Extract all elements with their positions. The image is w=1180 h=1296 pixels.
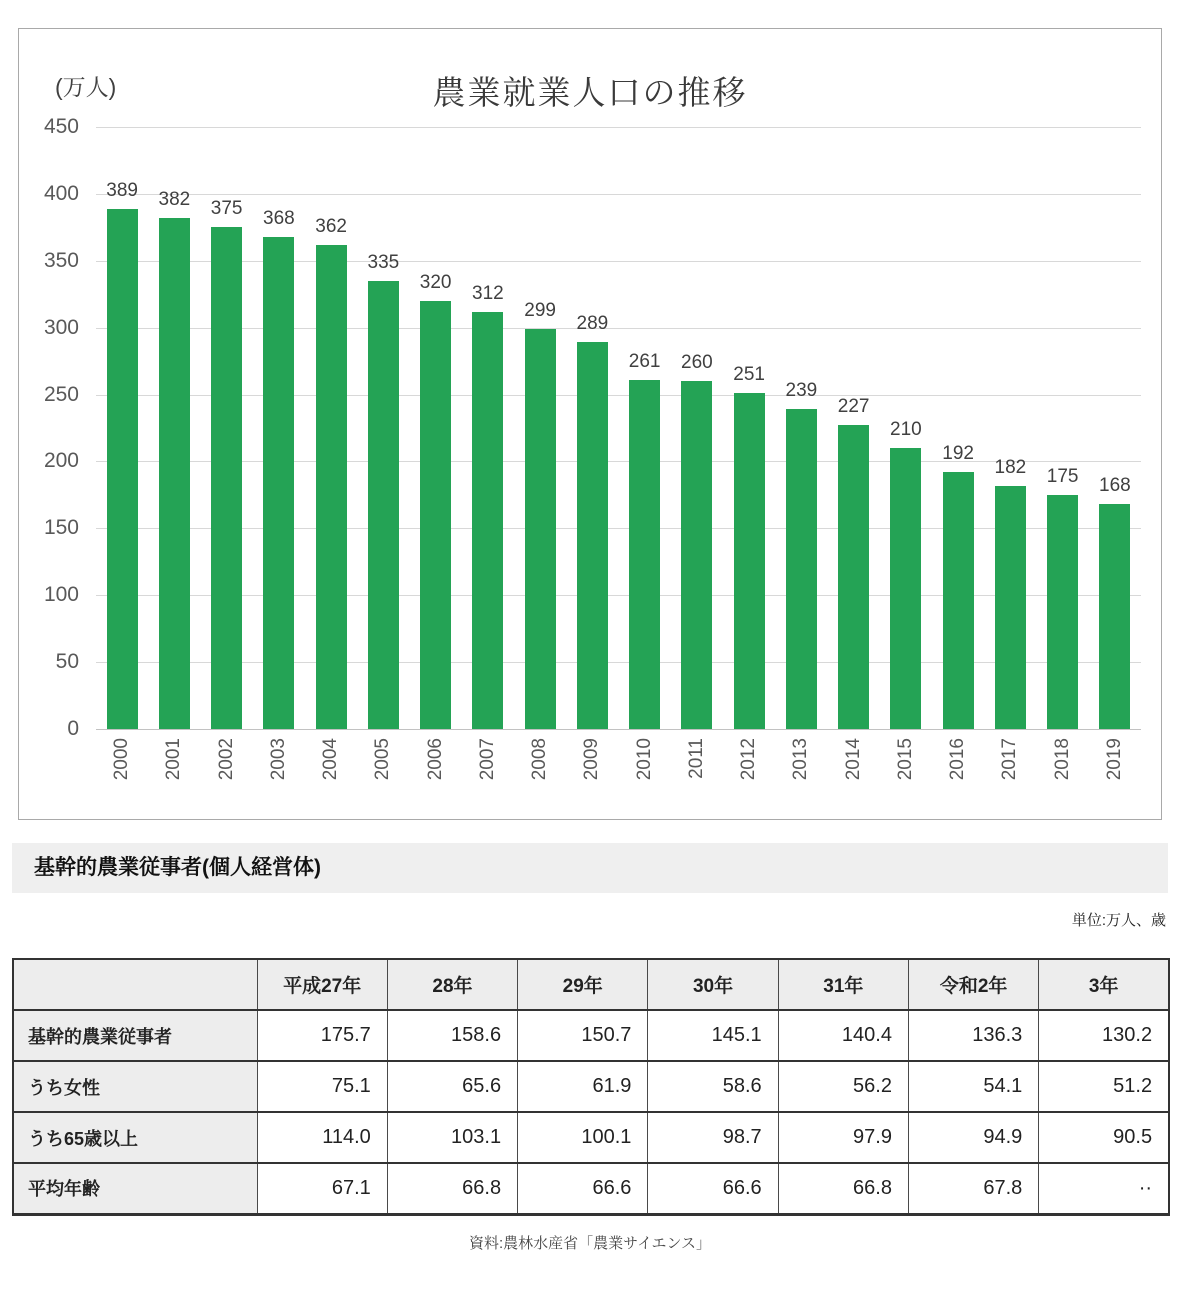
bar: [577, 342, 608, 729]
table-cell-value: 66.6: [648, 1163, 778, 1214]
table-header-row: [13, 959, 1169, 1010]
y-axis-tick-label: 450: [43, 115, 79, 138]
y-axis-tick-label: 150: [43, 516, 79, 540]
y-axis-tick-label: 350: [43, 248, 79, 272]
bar-value-label: 299: [524, 300, 556, 321]
bar-value-label: 175: [1046, 465, 1079, 487]
bar: [211, 227, 242, 729]
table-unit-note: 単位:万人、歳: [1071, 912, 1166, 929]
table-cell-value: 98.7: [648, 1112, 778, 1163]
chart-title: 農業就業人口の推移: [432, 74, 748, 111]
bar: [159, 218, 190, 729]
x-axis-tick-label: 2011: [685, 738, 707, 779]
table-corner-cell: [13, 959, 257, 1010]
x-axis-tick-label: 2009: [581, 738, 603, 781]
x-axis-tick-label: 2002: [215, 738, 237, 781]
x-axis-tick-label: 2007: [476, 738, 498, 781]
table-row: [13, 1163, 1169, 1214]
x-axis-tick-label: 2014: [842, 738, 864, 781]
table-row-label: 平均年齢: [13, 1163, 257, 1214]
bar-value-label: 260: [681, 352, 713, 374]
y-axis-tick-label: 50: [55, 650, 79, 674]
table-row: [13, 1112, 1169, 1163]
table-column-header: 29年: [518, 959, 648, 1010]
table-cell-value: 100.1: [518, 1112, 648, 1163]
bar-value-label: 210: [890, 419, 922, 441]
x-axis-tick-label: 2015: [894, 738, 916, 781]
table-cell-value: 145.1: [648, 1010, 778, 1061]
table-cell-value: 58.6: [648, 1061, 778, 1112]
table-cell-value: 150.7: [518, 1010, 648, 1061]
bar: [838, 425, 869, 729]
bar: [107, 209, 138, 729]
y-axis-tick-label: 200: [43, 449, 79, 473]
x-axis-tick-label: 2003: [267, 738, 289, 781]
bar-value-label: 227: [837, 396, 870, 418]
bar: [472, 312, 503, 729]
gridline: [96, 261, 1141, 262]
table-cell-value: 103.1: [387, 1112, 517, 1163]
bar: [525, 329, 556, 729]
bar-value-label: 368: [263, 207, 295, 229]
x-axis-tick-label: 2017: [999, 738, 1021, 781]
bar: [263, 237, 294, 729]
table-cell-value: 90.5: [1039, 1112, 1169, 1163]
table-cell-value: 114.0: [257, 1112, 387, 1163]
table-cell-value: 65.6: [387, 1061, 517, 1112]
bar: [890, 448, 921, 729]
table-cell-value: 61.9: [518, 1061, 648, 1112]
table-cell-value: 67.1: [257, 1163, 387, 1214]
y-axis-tick-label: 100: [43, 583, 79, 607]
bar: [1099, 504, 1130, 729]
chart-panel: [18, 28, 1162, 820]
y-axis-unit-label: (万人): [55, 74, 117, 100]
x-axis-tick-label: 2010: [633, 738, 655, 781]
table-cell-value: 94.9: [908, 1112, 1038, 1163]
table-cell-value: 140.4: [778, 1010, 908, 1061]
x-axis-tick-label: 2013: [790, 738, 812, 781]
x-axis-tick-label: 2019: [1103, 738, 1125, 781]
section-header: 基幹的農業従事者(個人経営体): [12, 843, 1168, 893]
data-table: [12, 958, 1170, 1216]
bar: [316, 245, 347, 729]
x-axis-tick-label: 2008: [529, 738, 551, 781]
x-axis-tick-label: 2000: [111, 738, 133, 781]
y-axis-tick-label: 300: [43, 315, 79, 339]
bar: [786, 409, 817, 729]
bar: [368, 281, 399, 729]
bar-value-label: 261: [628, 350, 661, 372]
bar-value-label: 389: [106, 179, 138, 201]
y-axis-tick-label: 400: [43, 181, 79, 205]
source-caption: 資料:農林水産省「農業サイエンス」: [468, 1234, 712, 1252]
table-row: [13, 1010, 1169, 1061]
bar-value-label: 168: [1099, 475, 1131, 497]
bar: [995, 486, 1026, 729]
bar-value-label: 312: [472, 282, 504, 304]
bar: [734, 393, 765, 729]
bar: [1047, 495, 1078, 729]
x-axis-tick-label: 2018: [1051, 738, 1073, 781]
table-column-header: 平成27年: [257, 959, 387, 1010]
table-cell-value: 56.2: [778, 1061, 908, 1112]
table-row-label: うち女性: [13, 1061, 257, 1112]
table-row-label: うち65歳以上: [13, 1112, 257, 1163]
table-cell-value: 66.8: [387, 1163, 517, 1214]
gridline: [96, 194, 1141, 195]
table-cell-value: 75.1: [257, 1061, 387, 1112]
table-cell-value: 175.7: [257, 1010, 387, 1061]
bar: [420, 301, 451, 729]
bar-value-label: 239: [785, 380, 818, 402]
table-cell-value: 67.8: [908, 1163, 1038, 1214]
y-axis-tick-label: 250: [43, 382, 79, 406]
table-cell-value: 158.6: [387, 1010, 517, 1061]
bar-value-label: 335: [367, 251, 400, 273]
table-cell-value: 66.8: [778, 1163, 908, 1214]
table-cell-value: 54.1: [908, 1061, 1038, 1112]
table-container: [12, 958, 1168, 1216]
table-column-header: 令和2年: [908, 959, 1038, 1010]
bar-value-label: 362: [315, 215, 347, 237]
bar-value-label: 182: [994, 456, 1027, 478]
table-cell-value: ··: [1039, 1163, 1169, 1214]
table-cell-value: 136.3: [908, 1010, 1038, 1061]
gridline: [96, 595, 1141, 596]
bar-value-label: 251: [733, 364, 765, 386]
gridline: [96, 127, 1141, 128]
table-row-label: 基幹的農業従事者: [13, 1010, 257, 1061]
table-cell-value: 66.6: [518, 1163, 648, 1214]
gridline: [96, 729, 1141, 730]
x-axis-tick-label: 2016: [947, 738, 969, 781]
y-axis-tick-label: 0: [67, 717, 79, 740]
bar-value-label: 382: [158, 188, 191, 210]
table-body: [13, 959, 1169, 1214]
bar-value-label: 192: [942, 443, 974, 465]
table-column-header: 28年: [387, 959, 517, 1010]
gridline: [96, 395, 1141, 396]
bar: [629, 380, 660, 729]
table-column-header: 31年: [778, 959, 908, 1010]
gridline: [96, 662, 1141, 663]
bar-value-label: 320: [419, 271, 452, 293]
bar-value-label: 375: [210, 198, 243, 220]
table-row: [13, 1061, 1169, 1112]
x-axis-tick-label: 2006: [424, 738, 446, 781]
x-axis-tick-label: 2004: [320, 738, 342, 781]
table-column-header: 30年: [648, 959, 778, 1010]
x-axis-tick-label: 2005: [372, 738, 394, 781]
bar: [943, 472, 974, 729]
table-cell-value: 130.2: [1039, 1010, 1169, 1061]
table-cell-value: 97.9: [778, 1112, 908, 1163]
gridline: [96, 528, 1141, 529]
bar-value-label: 289: [576, 313, 609, 335]
table-cell-value: 51.2: [1039, 1061, 1169, 1112]
bar: [681, 381, 712, 729]
table-column-header: 3年: [1039, 959, 1169, 1010]
x-axis-tick-label: 2012: [738, 738, 760, 781]
x-axis-tick-label: 2001: [163, 738, 185, 781]
plot-area: [19, 29, 1161, 819]
